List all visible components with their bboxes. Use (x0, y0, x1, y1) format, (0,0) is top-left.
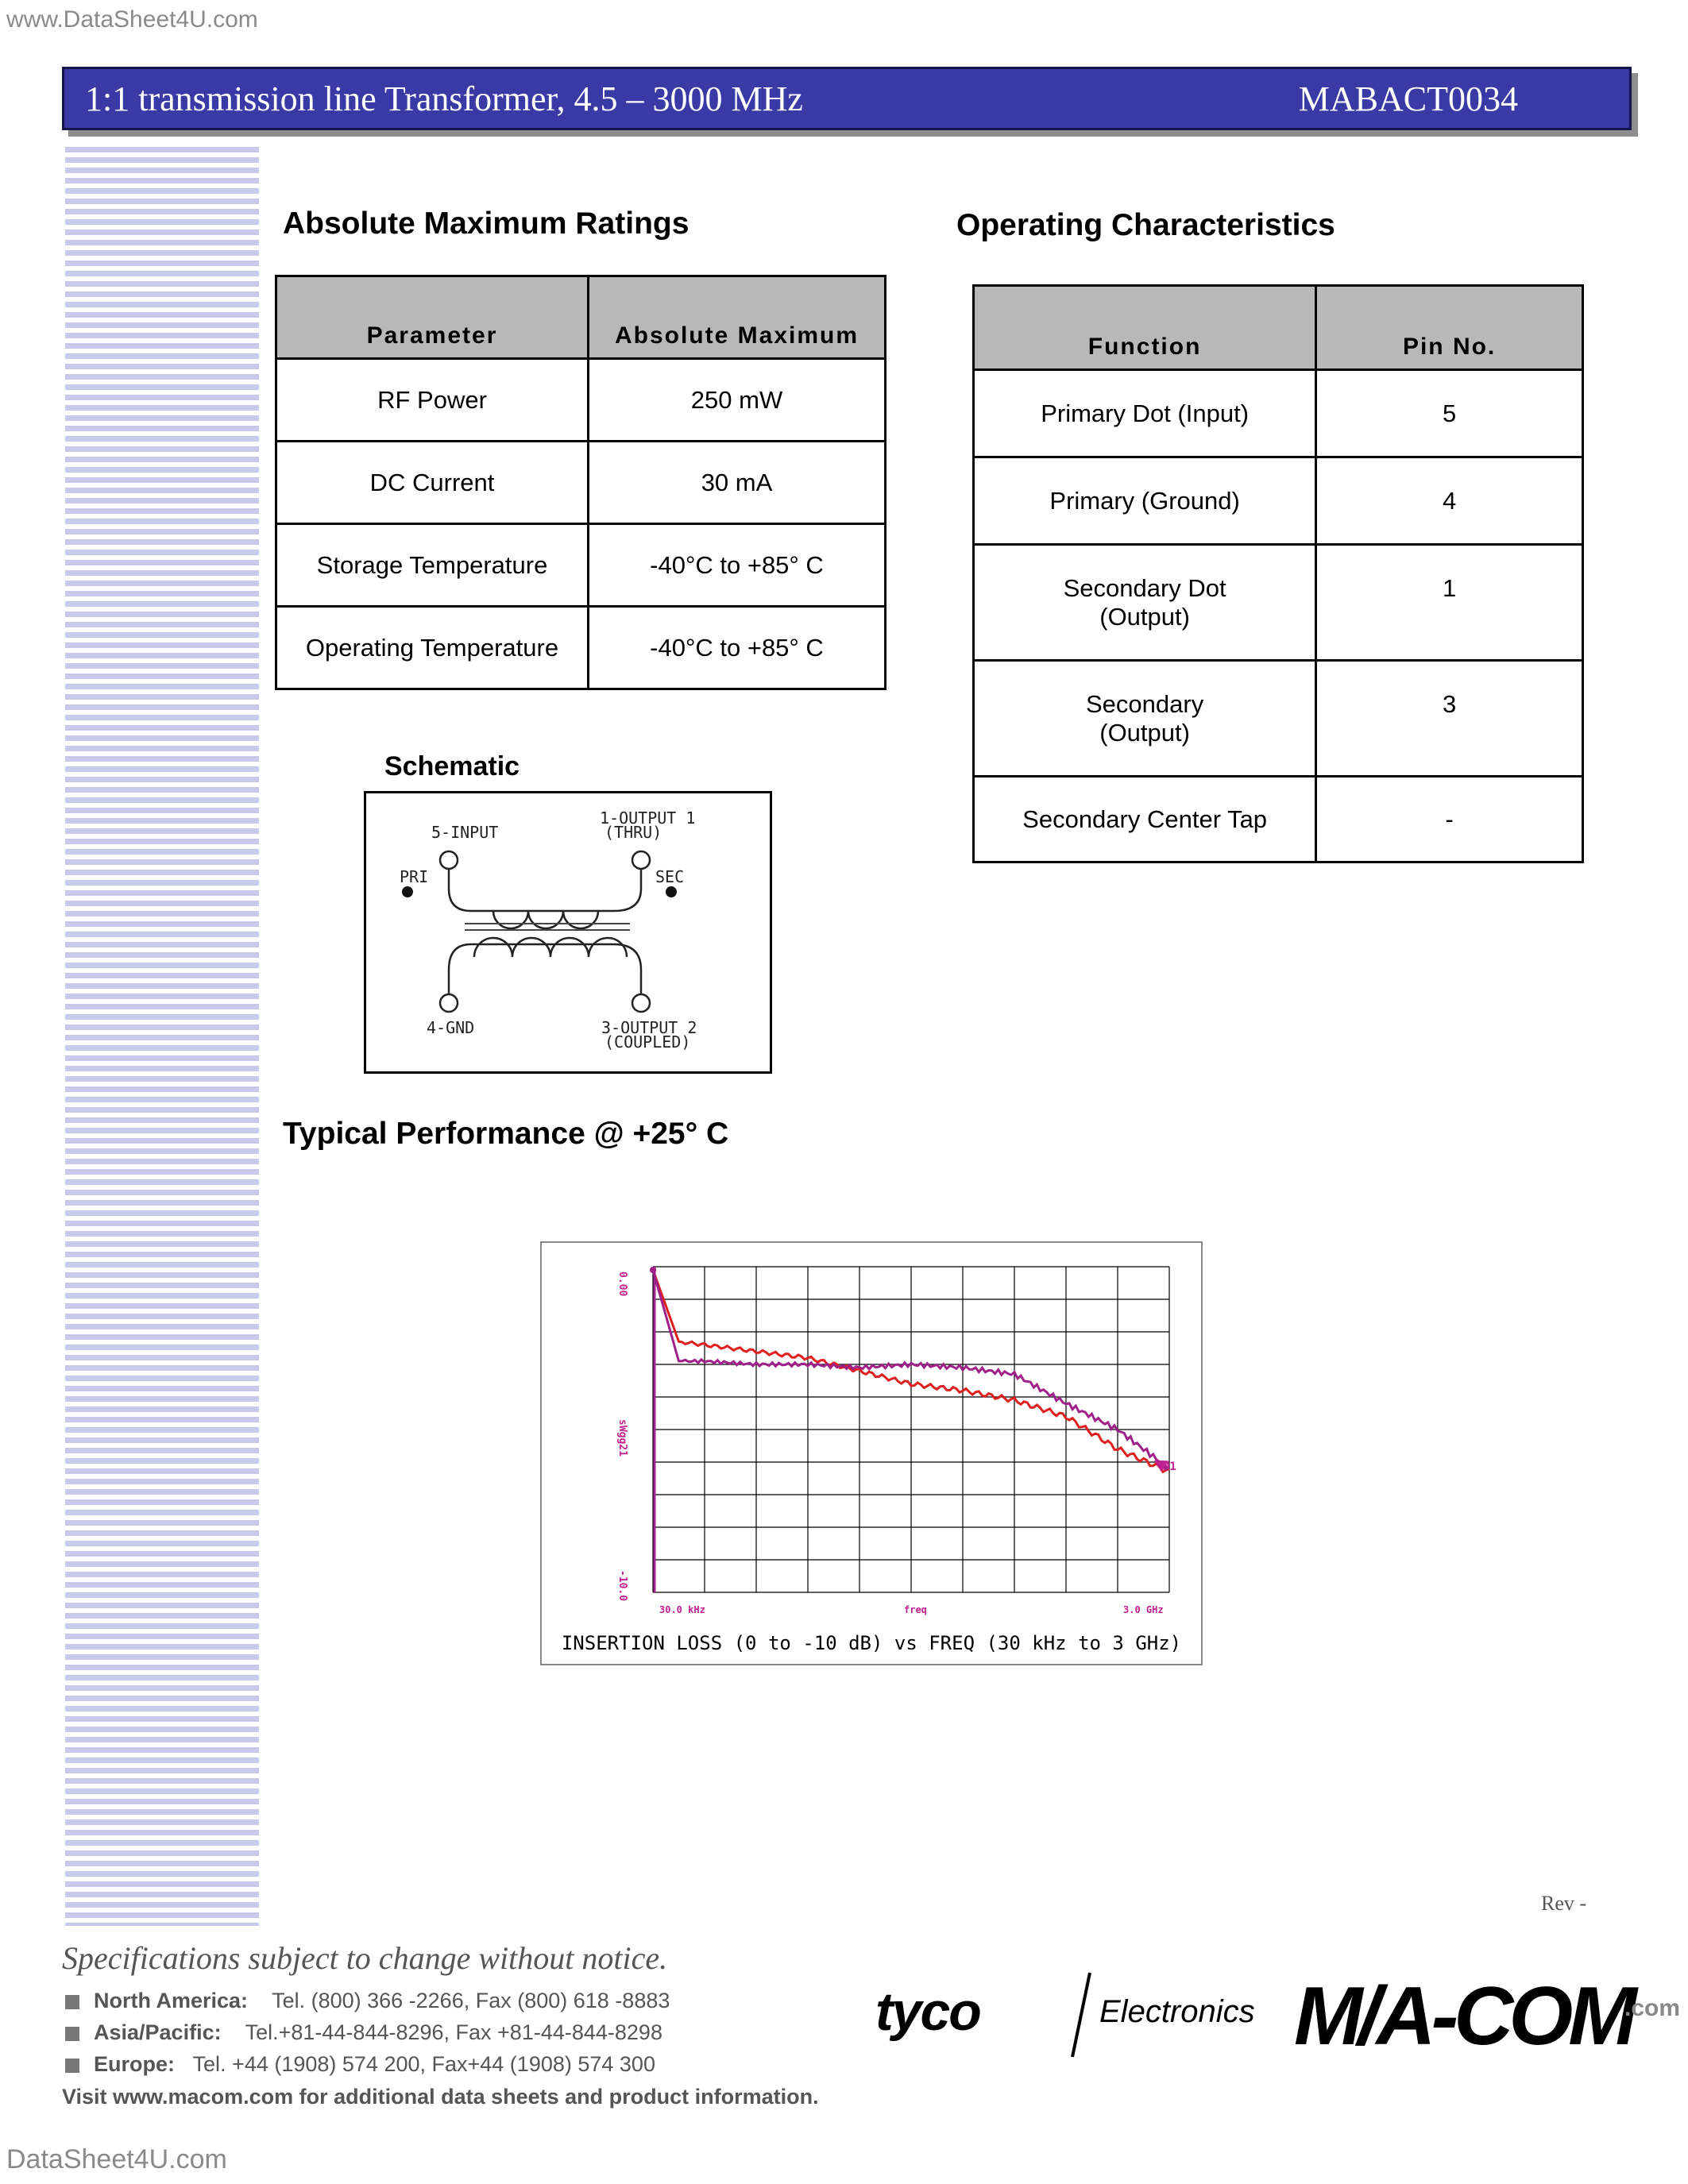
table-cell: Secondary Dot (Output) (974, 545, 1316, 661)
logo-divider (1072, 1973, 1090, 2057)
table-cell: 4 (1316, 457, 1583, 545)
table-cell: -40°C to +85° C (589, 524, 886, 607)
table-cell: 250 mW (589, 359, 886, 442)
table-cell: Primary Dot (Input) (974, 370, 1316, 457)
label-gnd: 4-GND (427, 1018, 475, 1037)
op-char-heading: Operating Characteristics (956, 208, 1335, 242)
table-cell: 1 (1316, 545, 1583, 661)
x-tick-label: freq (904, 1604, 927, 1615)
bullet-square-icon (65, 1995, 79, 2009)
table-cell: 5 (1316, 370, 1583, 457)
label-pri: PRI (400, 867, 429, 886)
contact-label: Europe: (94, 2052, 176, 2076)
contact-label: Asia/Pacific: (94, 2020, 222, 2044)
contact-label: North America: (94, 1989, 249, 2012)
pin-5-terminal (440, 851, 458, 869)
op-char-header-pin: Pin No. (1316, 286, 1583, 370)
chart-title: INSERTION LOSS (0 to -10 dB) vs FREQ (30 kHz to 3 GHz) (561, 1632, 1182, 1654)
bullet-square-icon (65, 2027, 79, 2041)
primary-coil (493, 911, 598, 928)
visit-line: Visit www.macom.com for additional data sheets and product information. (62, 2085, 819, 2109)
label-sec: SEC (655, 867, 685, 886)
table-cell: Secondary (Output) (974, 661, 1316, 777)
contact-text: Tel.+81-44-844-8296, Fax +81-44-844-8298 (245, 2020, 662, 2044)
label-output2: 3-OUTPUT 2 (601, 1018, 697, 1037)
marker-label: M1 (1163, 1461, 1176, 1473)
title-banner (62, 67, 1632, 130)
tyco-electronics-logo (874, 1968, 1255, 2063)
schematic-diagram (364, 791, 772, 1074)
x-tick-label: 30.0 kHz (659, 1604, 705, 1615)
y-top-label: 0.00 (616, 1271, 628, 1297)
secondary-winding-lead (449, 944, 641, 994)
table-cell: - (1316, 777, 1583, 862)
op-char-table (972, 284, 1584, 863)
label-thru: (THRU) (605, 823, 662, 842)
primary-dot (402, 886, 413, 897)
transformer-schematic (366, 793, 770, 1071)
table-cell: 30 mA (589, 442, 886, 524)
schematic-heading: Schematic (384, 751, 520, 781)
pin-1-terminal (632, 851, 650, 869)
label-input: 5-INPUT (431, 823, 499, 842)
document-title: 1:1 transmission line Transformer, 4.5 – 3000 MHz (85, 79, 803, 118)
contact-north-america (65, 1989, 670, 2013)
spec-notice: Specifications subject to change without notice. (62, 1940, 668, 1976)
pin-4-terminal (440, 994, 458, 1012)
tyco-wordmark: tyco (875, 1981, 980, 2042)
table-cell: Secondary Center Tap (974, 777, 1316, 862)
x-tick-label: 3.0 GHz (1123, 1604, 1164, 1615)
table-cell: 3 (1316, 661, 1583, 777)
performance-heading: Typical Performance @ +25° C (283, 1117, 729, 1151)
insertion-loss-chart (540, 1241, 1203, 1665)
macom-logo (1291, 1962, 1680, 2065)
contact-asia-pacific (65, 2020, 662, 2045)
table-cell: Storage Temperature (276, 524, 589, 607)
y-mid-label: sWgg21 (616, 1419, 628, 1457)
label-output1: 1-OUTPUT 1 (600, 808, 696, 828)
primary-winding-lead (449, 869, 641, 911)
chart-canvas (542, 1243, 1201, 1664)
table-cell: DC Current (276, 442, 589, 524)
decorative-stripes (65, 147, 259, 1926)
abs-max-table (275, 275, 886, 690)
pin-3-terminal (632, 994, 650, 1012)
chart-grid (653, 1267, 1169, 1592)
abs-max-heading: Absolute Maximum Ratings (283, 206, 689, 241)
op-char-header-function: Function (974, 286, 1316, 370)
contact-europe (65, 2052, 655, 2077)
abs-max-header-maximum: Absolute Maximum (589, 276, 886, 359)
abs-max-header-parameter: Parameter (276, 276, 589, 359)
revision: Rev - (1541, 1892, 1587, 1915)
label-coupled: (COUPLED) (605, 1032, 691, 1051)
contact-text: Tel. +44 (1908) 574 200, Fax+44 (1908) 574 300 (192, 2052, 655, 2076)
secondary-coil (474, 938, 627, 957)
watermark-bottom[interactable]: DataSheet4U.com (6, 2144, 227, 2174)
table-cell: -40°C to +85° C (589, 607, 886, 689)
watermark-top[interactable]: www.DataSheet4U.com (6, 6, 258, 33)
macom-wordmark: M/A-COM (1294, 1970, 1632, 2062)
table-cell: RF Power (276, 359, 589, 442)
secondary-dot (666, 886, 677, 897)
part-number: MABACT0034 (1298, 79, 1518, 118)
table-cell: Operating Temperature (276, 607, 589, 689)
y-bottom-label: -10.0 (616, 1570, 628, 1602)
electronics-wordmark: Electronics (1099, 1994, 1255, 2029)
bullet-square-icon (65, 2059, 79, 2073)
contact-text: Tel. (800) 366 -2266, Fax (800) 618 -8883 (272, 1989, 670, 2012)
macom-dotcom: .com (1624, 1995, 1680, 2021)
table-cell: Primary (Ground) (974, 457, 1316, 545)
